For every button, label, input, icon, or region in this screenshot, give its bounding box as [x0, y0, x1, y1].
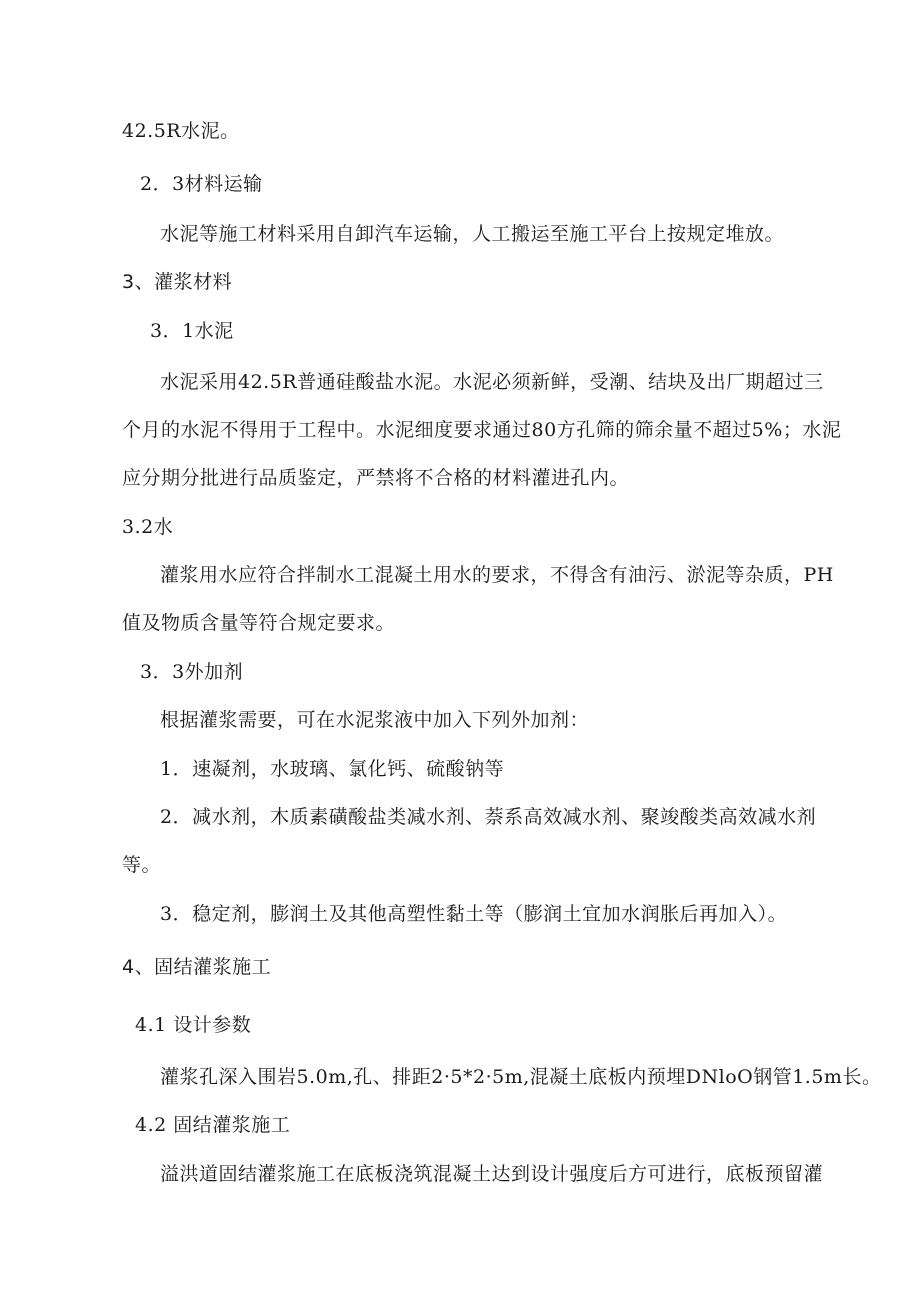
list-item-1: 1．速凝剂，水玻璃、氯化钙、硫酸钠等 [160, 758, 505, 780]
paragraph-line: 根据灌浆需要，可在水泥浆液中加入下列外加剂： [160, 709, 590, 731]
section-heading-4: 4、固结灌浆施工 [122, 956, 272, 978]
paragraph-line: 水泥等施工材料采用自卸汽车运输，人工搬运至施工平台上按规定堆放。 [160, 223, 785, 245]
list-item-2: 2．减水剂，木质素磺酸盐类减水剂、萘系高效减水剂、聚竣酸类高效减水剂 [160, 806, 817, 828]
paragraph-line: 应分期分批进行品质鉴定，严禁将不合格的材料灌进孔内。 [122, 467, 630, 489]
text-line-cement-grade: 42.5R水泥。 [122, 120, 240, 142]
section-heading-2-3: 2．3材料运输 [140, 173, 263, 195]
paragraph-line: 灌浆孔深入围岩5.0m,孔、排距2·5*2·5m,混凝土底板内预埋DNloO钢管1.5m长。 [160, 1066, 882, 1088]
paragraph-line: 水泥采用42.5R普通硅酸盐水泥。水泥必须新鲜，受潮、结块及出厂期超过三 [160, 371, 824, 393]
section-heading-3-3: 3．3外加剂 [140, 661, 244, 683]
paragraph-line: 溢洪道固结灌浆施工在底板浇筑混凝土达到设计强度后方可进行，底板预留灌 [160, 1163, 824, 1185]
paragraph-line: 个月的水泥不得用于工程中。水泥细度要求通过80方孔筛的筛余量不超过5%；水泥 [122, 419, 842, 441]
paragraph-line: 灌浆用水应符合拌制水工混凝土用水的要求，不得含有油污、淤泥等杂质，PH [160, 564, 834, 586]
section-heading-3-2: 3.2水 [122, 516, 174, 538]
section-heading-4-2: 4.2 固结灌浆施工 [135, 1114, 291, 1136]
list-item-2-continued: 等。 [122, 854, 162, 876]
list-item-3: 3．稳定剂，膨润土及其他高塑性黏土等（膨润土宜加水润胀后再加入）。 [160, 903, 788, 925]
paragraph-line: 值及物质含量等符合规定要求。 [122, 612, 396, 634]
section-heading-3: 3、灌浆材料 [122, 271, 233, 293]
section-heading-3-1: 3．1水泥 [150, 320, 234, 342]
section-heading-4-1: 4.1 设计参数 [135, 1014, 252, 1036]
